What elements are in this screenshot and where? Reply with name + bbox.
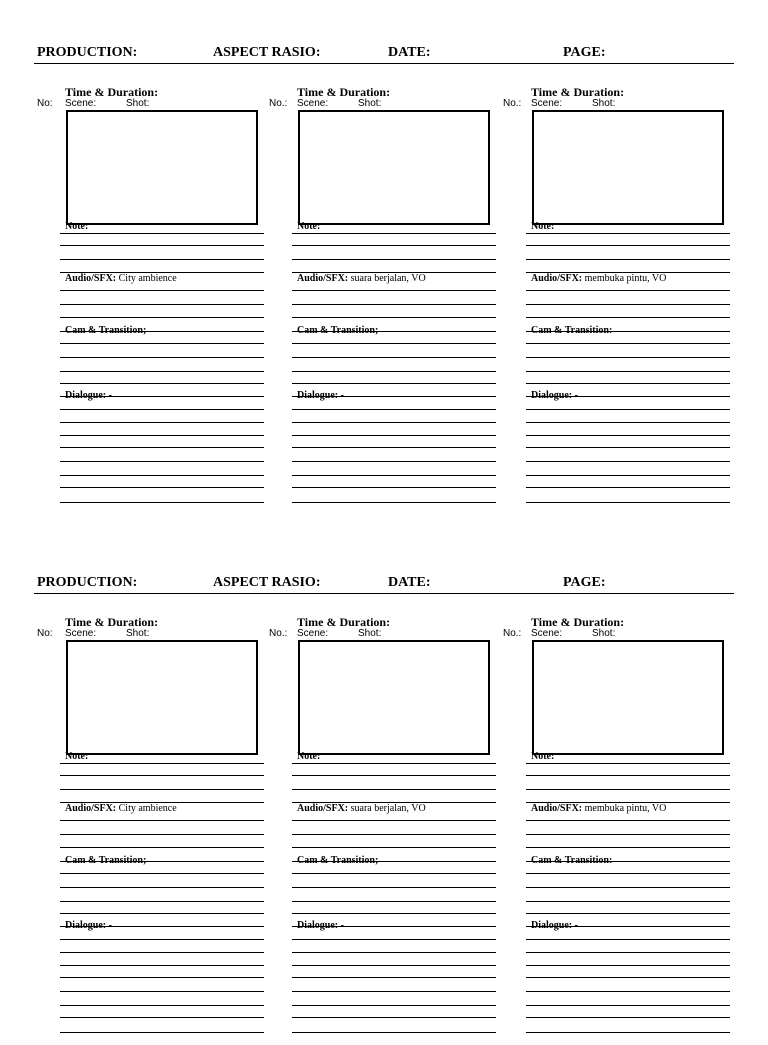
shot-number-label: No.: (269, 98, 288, 109)
writing-line (292, 245, 496, 246)
time-duration-label: Time & Duration: (531, 615, 625, 629)
shot-label: Shot: (126, 628, 150, 639)
writing-line (292, 1017, 496, 1018)
shot-label: Shot: (592, 98, 616, 109)
writing-line (526, 461, 730, 462)
writing-line (60, 371, 264, 372)
writing-line (60, 331, 264, 332)
writing-line (526, 331, 730, 332)
note-label-text: Note: (65, 221, 89, 232)
scene-label: Scene: (531, 628, 563, 639)
writing-line (60, 487, 264, 488)
writing-line (292, 435, 496, 436)
writing-line (60, 272, 264, 273)
writing-line (292, 502, 496, 503)
writing-line (60, 259, 264, 260)
shot-number-label: No: (37, 98, 53, 109)
writing-line (526, 901, 730, 902)
storyboard-panel (269, 615, 509, 1035)
writing-line (60, 952, 264, 953)
note-label (297, 221, 320, 232)
note-label-text: Note: (531, 221, 555, 232)
writing-line (60, 802, 264, 803)
production-label: PRODUCTION: (37, 45, 138, 60)
writing-line (526, 233, 730, 234)
writing-line (60, 343, 264, 344)
writing-line (60, 820, 264, 821)
shot-label: Shot: (358, 98, 382, 109)
storyboard-sheet (0, 575, 768, 1045)
writing-line (292, 763, 496, 764)
writing-line (292, 991, 496, 992)
writing-line (60, 873, 264, 874)
writing-line (60, 901, 264, 902)
writing-line (292, 396, 496, 397)
writing-line (526, 991, 730, 992)
sketch-frame[interactable] (66, 110, 258, 225)
writing-line (60, 887, 264, 888)
writing-line (292, 965, 496, 966)
audio-sfx-label: Audio/SFX: (297, 273, 349, 284)
shot-label: Shot: (358, 628, 382, 639)
cam-transition-text: Cam & Transition: (531, 855, 613, 866)
writing-line (60, 357, 264, 358)
sketch-frame[interactable] (532, 640, 724, 755)
writing-line (60, 926, 264, 927)
sketch-frame[interactable] (298, 110, 490, 225)
note-label-text: Note: (297, 751, 321, 762)
writing-line (60, 502, 264, 503)
page-label: PAGE: (563, 45, 606, 60)
writing-line (292, 926, 496, 927)
writing-line (60, 1032, 264, 1033)
cam-transition-text: Cam & Transition; (297, 325, 379, 336)
dialogue-text: Dialogue: - (65, 920, 112, 931)
writing-line (60, 847, 264, 848)
note-label-text: Note: (531, 751, 555, 762)
writing-line (60, 233, 264, 234)
sketch-frame[interactable] (532, 110, 724, 225)
writing-line (292, 847, 496, 848)
writing-line (526, 435, 730, 436)
writing-line (292, 331, 496, 332)
writing-line (292, 447, 496, 448)
writing-line (526, 304, 730, 305)
writing-line (526, 763, 730, 764)
audio-sfx-label: Audio/SFX: (65, 273, 117, 284)
writing-line (60, 290, 264, 291)
audio-sfx-value: City ambience (118, 273, 177, 284)
aspect-ratio-label: ASPECT RASIO: (213, 45, 321, 60)
writing-line (526, 834, 730, 835)
writing-line (292, 1032, 496, 1033)
dialogue-text: Dialogue: - (531, 920, 578, 931)
writing-line (292, 901, 496, 902)
shot-number-label: No: (37, 628, 53, 639)
writing-line (526, 965, 730, 966)
writing-line (292, 887, 496, 888)
writing-line (60, 409, 264, 410)
time-duration-label: Time & Duration: (531, 85, 625, 99)
writing-line (60, 304, 264, 305)
note-label (531, 751, 554, 762)
time-duration-label: Time & Duration: (65, 85, 159, 99)
writing-line (60, 383, 264, 384)
audio-sfx-value: membuka pintu, VO (584, 273, 667, 284)
writing-line (292, 977, 496, 978)
writing-line (60, 245, 264, 246)
writing-line (60, 834, 264, 835)
note-label (297, 751, 320, 762)
writing-line (526, 1005, 730, 1006)
writing-line (292, 873, 496, 874)
audio-sfx-label: Audio/SFX: (531, 803, 583, 814)
storyboard-panel (503, 85, 743, 505)
writing-line (292, 317, 496, 318)
dialogue-text: Dialogue: - (65, 390, 112, 401)
storyboard-sheet (0, 45, 768, 515)
header-rule (34, 63, 734, 64)
writing-line (526, 820, 730, 821)
writing-line (526, 887, 730, 888)
writing-line (292, 487, 496, 488)
writing-line (526, 1017, 730, 1018)
writing-line (60, 861, 264, 862)
writing-line (60, 435, 264, 436)
writing-line (292, 343, 496, 344)
writing-line (292, 272, 496, 273)
writing-line (292, 775, 496, 776)
writing-line (292, 789, 496, 790)
writing-line (526, 502, 730, 503)
writing-line (292, 475, 496, 476)
writing-line (292, 461, 496, 462)
writing-line (292, 820, 496, 821)
scene-label: Scene: (65, 98, 97, 109)
writing-line (292, 802, 496, 803)
scene-label: Scene: (297, 628, 329, 639)
storyboard-panel (37, 615, 277, 1035)
note-label (65, 751, 88, 762)
writing-line (526, 913, 730, 914)
storyboard-panel (37, 85, 277, 505)
writing-line (526, 357, 730, 358)
writing-line (526, 475, 730, 476)
writing-line (526, 873, 730, 874)
scene-label: Scene: (65, 628, 97, 639)
writing-line (526, 802, 730, 803)
storyboard-panel (269, 85, 509, 505)
writing-line (526, 259, 730, 260)
sketch-frame[interactable] (298, 640, 490, 755)
writing-line (526, 977, 730, 978)
writing-line (292, 422, 496, 423)
writing-line (526, 487, 730, 488)
writing-line (526, 422, 730, 423)
writing-line (292, 357, 496, 358)
shot-label: Shot: (592, 628, 616, 639)
writing-line (60, 1017, 264, 1018)
cam-transition-text: Cam & Transition: (531, 325, 613, 336)
writing-line (526, 447, 730, 448)
writing-line (60, 461, 264, 462)
writing-line (526, 290, 730, 291)
writing-line (60, 913, 264, 914)
cam-transition-text: Cam & Transition; (65, 325, 147, 336)
writing-line (292, 383, 496, 384)
writing-line (526, 396, 730, 397)
writing-line (292, 304, 496, 305)
writing-line (526, 775, 730, 776)
writing-line (60, 965, 264, 966)
time-duration-label: Time & Duration: (65, 615, 159, 629)
audio-sfx-value: suara berjalan, VO (350, 803, 426, 814)
shot-number-label: No.: (503, 628, 522, 639)
writing-line (60, 763, 264, 764)
date-label: DATE: (388, 575, 431, 590)
dialogue-text: Dialogue: - (297, 390, 344, 401)
writing-line (60, 475, 264, 476)
cam-transition-text: Cam & Transition; (65, 855, 147, 866)
time-duration-label: Time & Duration: (297, 85, 391, 99)
audio-sfx-label: Audio/SFX: (531, 273, 583, 284)
writing-line (60, 939, 264, 940)
writing-line (60, 396, 264, 397)
note-label (65, 221, 88, 232)
shot-number-label: No.: (269, 628, 288, 639)
writing-line (526, 272, 730, 273)
writing-line (526, 343, 730, 344)
page-label: PAGE: (563, 575, 606, 590)
date-label: DATE: (388, 45, 431, 60)
note-label-text: Note: (297, 221, 321, 232)
cam-transition-text: Cam & Transition; (297, 855, 379, 866)
writing-line (526, 861, 730, 862)
writing-line (292, 259, 496, 260)
writing-line (526, 952, 730, 953)
writing-line (292, 409, 496, 410)
shot-label: Shot: (126, 98, 150, 109)
storyboard-panel (503, 615, 743, 1035)
writing-line (60, 422, 264, 423)
audio-sfx-label: Audio/SFX: (65, 803, 117, 814)
note-label-text: Note: (65, 751, 89, 762)
aspect-ratio-label: ASPECT RASIO: (213, 575, 321, 590)
writing-line (60, 789, 264, 790)
writing-line (526, 409, 730, 410)
writing-line (60, 991, 264, 992)
writing-line (292, 371, 496, 372)
time-duration-label: Time & Duration: (297, 615, 391, 629)
shot-number-label: No.: (503, 98, 522, 109)
writing-line (292, 233, 496, 234)
writing-line (526, 847, 730, 848)
audio-sfx-label: Audio/SFX: (297, 803, 349, 814)
writing-line (526, 371, 730, 372)
writing-line (60, 447, 264, 448)
audio-sfx-value: membuka pintu, VO (584, 803, 667, 814)
audio-sfx-field (65, 273, 177, 284)
writing-line (526, 383, 730, 384)
writing-line (292, 939, 496, 940)
writing-line (526, 926, 730, 927)
audio-sfx-field (531, 273, 666, 284)
writing-line (60, 1005, 264, 1006)
writing-line (292, 1005, 496, 1006)
dialogue-text: Dialogue: - (297, 920, 344, 931)
writing-line (292, 290, 496, 291)
header-rule (34, 593, 734, 594)
writing-line (292, 913, 496, 914)
audio-sfx-field (65, 803, 177, 814)
note-label (531, 221, 554, 232)
writing-line (60, 317, 264, 318)
writing-line (526, 1032, 730, 1033)
writing-line (292, 861, 496, 862)
writing-line (60, 775, 264, 776)
writing-line (526, 317, 730, 318)
dialogue-text: Dialogue: - (531, 390, 578, 401)
scene-label: Scene: (531, 98, 563, 109)
audio-sfx-field (531, 803, 666, 814)
writing-line (60, 977, 264, 978)
scene-label: Scene: (297, 98, 329, 109)
writing-line (526, 789, 730, 790)
writing-line (292, 952, 496, 953)
audio-sfx-field (297, 273, 426, 284)
audio-sfx-value: suara berjalan, VO (350, 273, 426, 284)
writing-line (526, 939, 730, 940)
audio-sfx-value: City ambience (118, 803, 177, 814)
sketch-frame[interactable] (66, 640, 258, 755)
audio-sfx-field (297, 803, 426, 814)
writing-line (292, 834, 496, 835)
writing-line (526, 245, 730, 246)
production-label: PRODUCTION: (37, 575, 138, 590)
